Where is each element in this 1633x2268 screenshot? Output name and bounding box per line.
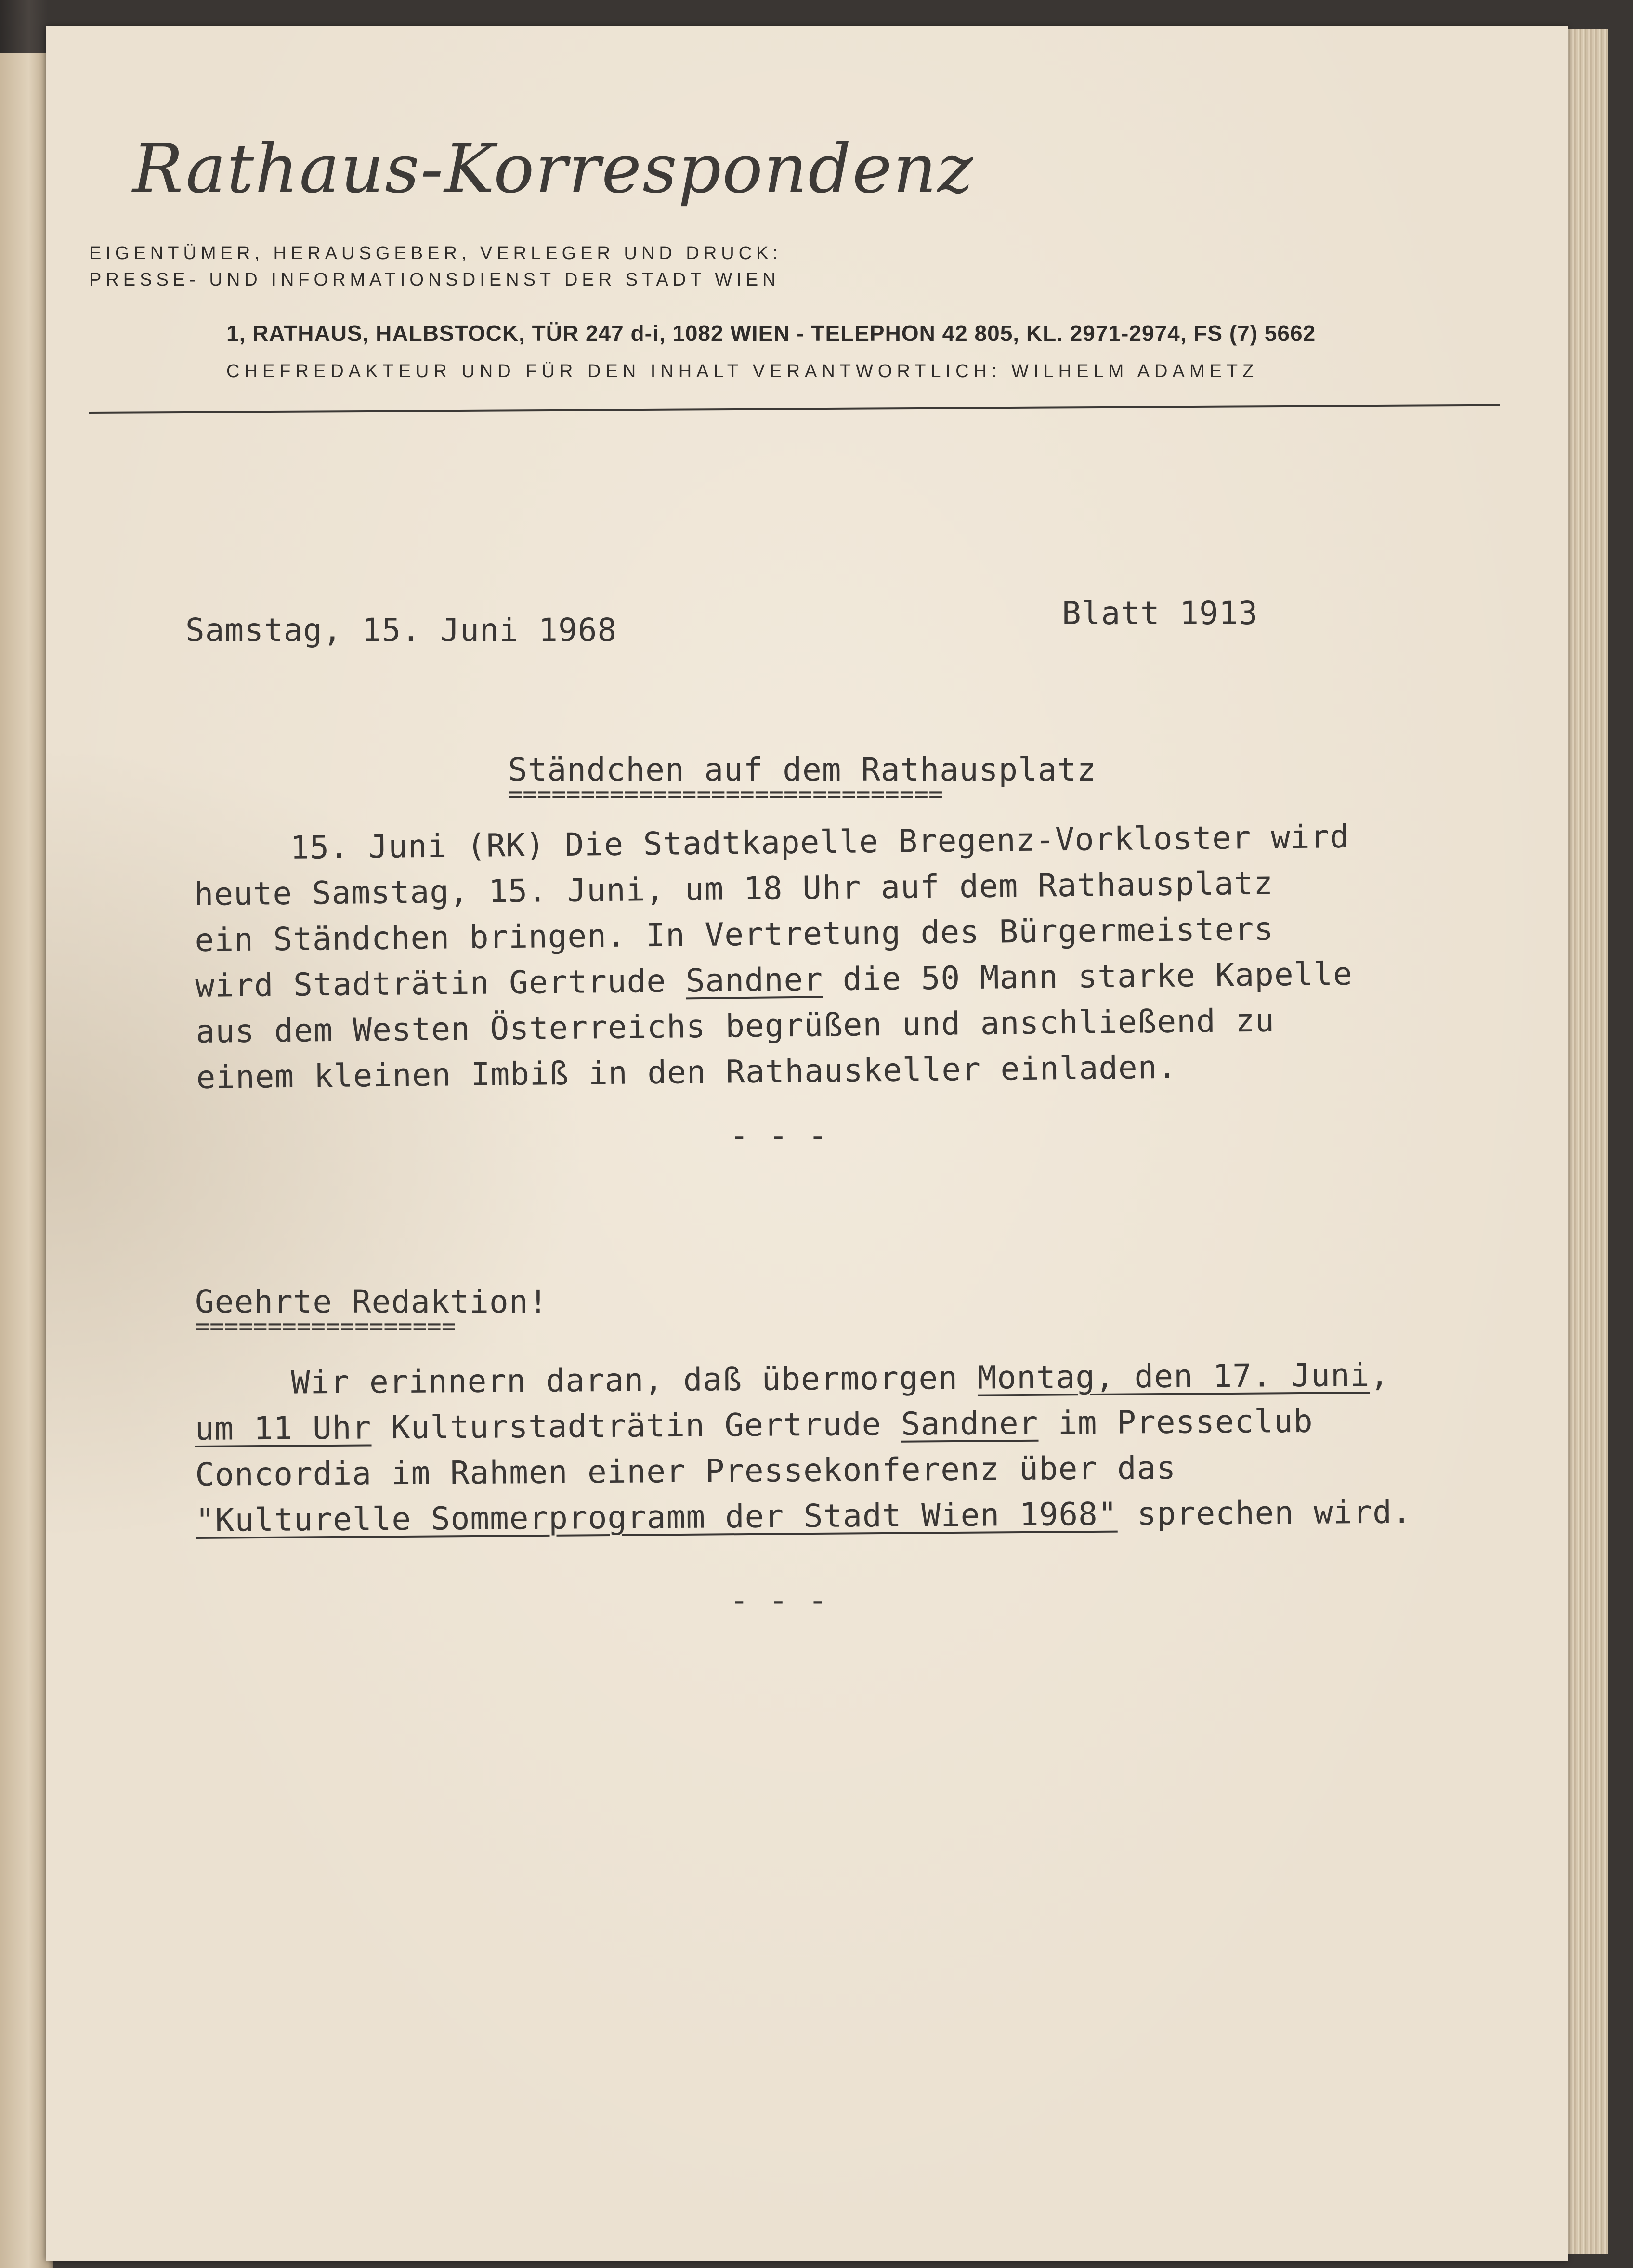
- underlined-name-sandner: Sandner: [685, 961, 823, 1000]
- masthead-title: Rathaus-Korrespondenz: [132, 130, 974, 209]
- article2-line-3: Concordia im Rahmen einer Pressekonferenz über das: [195, 1449, 1176, 1493]
- masthead-editor-line: CHEFREDAKTEUR UND FÜR DEN INHALT VERANTWORTLICH: WILHELM ADAMETZ: [226, 361, 1259, 381]
- article1-line-6: einem kleinen Imbiß in den Rathauskeller einladen.: [196, 1048, 1177, 1096]
- article2-line-1-end: ,: [1370, 1356, 1390, 1394]
- article1-line-2: heute Samstag, 15. Juni, um 18 Uhr auf dem Rathausplatz: [194, 864, 1274, 913]
- article2-line-4: [196, 1489, 1412, 1543]
- article1-title: Ständchen auf dem Rathausplatz: [508, 751, 1097, 788]
- underlined-date: Montag, den 17. Juni: [977, 1356, 1370, 1396]
- article2-line-2: [195, 1397, 1411, 1452]
- underlined-program-title: "Kulturelle Sommerprogramm der Stadt Wien 1968": [195, 1495, 1118, 1539]
- document-page: [46, 26, 1568, 2261]
- article2-body: [195, 1352, 1412, 1543]
- article2-greeting-underline: ==================: [195, 1312, 456, 1340]
- masthead-publisher-line: PRESSE- UND INFORMATIONSDIENST DER STADT WIEN: [89, 270, 780, 290]
- article1-line-4-start: wird Stadträtin Gertrude: [195, 962, 686, 1004]
- underlined-time: um 11 Uhr: [195, 1409, 372, 1448]
- masthead-owner-line: EIGENTÜMER, HERAUSGEBER, VERLEGER UND DRUCK:: [89, 243, 783, 263]
- article1-line-3: ein Ständchen bringen. In Vertretung des Bürgermeisters: [195, 910, 1274, 959]
- article2-line-4-end: sprechen wird.: [1117, 1493, 1412, 1533]
- masthead-address-line: 1, RATHAUS, HALBSTOCK, TÜR 247 d-i, 1082 WIEN - TELEPHON 42 805, KL. 2971-2974, FS (7) 5662: [226, 321, 1316, 346]
- underlined-name-sandner-2: Sandner: [901, 1404, 1039, 1443]
- sheet-number: Blatt 1913: [1062, 595, 1258, 632]
- article2-line-2-mid: Kulturstadträtin Gertrude: [371, 1405, 901, 1447]
- article2-line-1-start: Wir erinnern daran, daß übermorgen: [290, 1359, 978, 1401]
- article1-line-4-end: die 50 Mann starke Kapelle: [823, 955, 1353, 998]
- article1-body: [194, 814, 1354, 1100]
- issue-date: Samstag, 15. Juni 1968: [185, 612, 617, 649]
- article2-line-2-end: im Presseclub: [1038, 1402, 1313, 1442]
- article2-separator: - - -: [730, 1582, 828, 1619]
- adjacent-page-edge: [0, 53, 53, 2268]
- article1-line-1: 15. Juni (RK) Die Stadtkapelle Bregenz-Vorkloster wird: [290, 818, 1350, 866]
- masthead-divider: [89, 404, 1500, 414]
- article1-title-underline: ==============================: [508, 780, 943, 808]
- article2-line-1: [195, 1352, 1411, 1406]
- article1-line-5: aus dem Westen Österreichs begrüßen und anschließend zu: [196, 1002, 1275, 1050]
- article2-greeting: Geehrte Redaktion!: [195, 1283, 549, 1320]
- article1-separator: - - -: [730, 1117, 828, 1154]
